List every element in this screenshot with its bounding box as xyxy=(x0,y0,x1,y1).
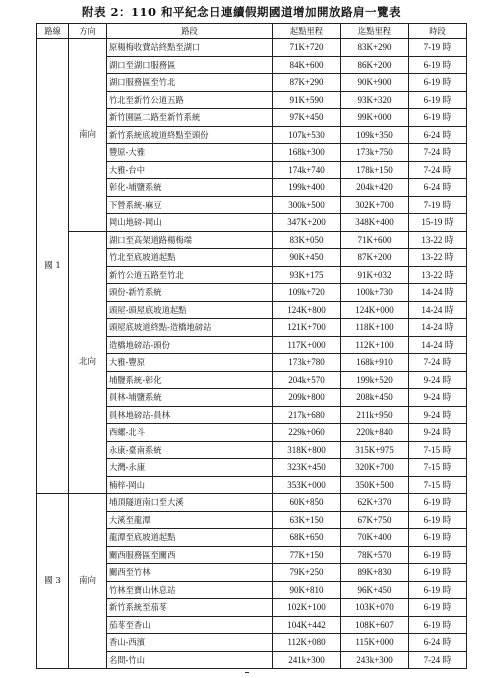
section-cell: 新竹系統底坡道終點至頭份 xyxy=(107,126,273,144)
end-km-cell: 208k+450 xyxy=(341,389,409,407)
start-km-cell: 71K+720 xyxy=(273,39,341,57)
end-km-cell: 100k+730 xyxy=(341,284,409,302)
header-direction: 方向 xyxy=(69,24,107,39)
end-km-cell: 118K+100 xyxy=(341,319,409,337)
end-km-cell: 87K+200 xyxy=(341,249,409,267)
start-km-cell: 93K+175 xyxy=(273,266,341,284)
time-cell: 6-19 時 xyxy=(409,56,467,74)
end-km-cell: 173k+750 xyxy=(341,144,409,162)
direction-cell: 南向 xyxy=(69,39,107,232)
start-km-cell: 353K+000 xyxy=(273,476,341,494)
end-km-cell: 243k+300 xyxy=(341,651,409,669)
section-cell: 埔頂隧道南口至大溪 xyxy=(107,494,273,512)
start-km-cell: 77K+150 xyxy=(273,546,341,564)
start-km-cell: 97K+450 xyxy=(273,109,341,127)
start-km-cell: 174k+740 xyxy=(273,161,341,179)
time-cell: 7-24 時 xyxy=(409,144,467,162)
end-km-cell: 220k+840 xyxy=(341,424,409,442)
time-cell: 6-19 時 xyxy=(409,616,467,634)
section-cell: 竹北至新竹公道五路 xyxy=(107,91,273,109)
end-km-cell: 90K+900 xyxy=(341,74,409,92)
time-cell: 13-22 時 xyxy=(409,249,467,267)
time-cell: 14-24 時 xyxy=(409,284,467,302)
header-time: 時段 xyxy=(409,24,467,39)
start-km-cell: 107k+530 xyxy=(273,126,341,144)
time-cell: 6-19 時 xyxy=(409,511,467,529)
header-row xyxy=(37,24,467,39)
time-cell: 6-24 時 xyxy=(409,126,467,144)
end-km-cell: 99K+000 xyxy=(341,109,409,127)
end-km-cell: 124K+000 xyxy=(341,301,409,319)
time-cell: 6-24 時 xyxy=(409,179,467,197)
start-km-cell: 173k+780 xyxy=(273,354,341,372)
time-cell: 9-24 時 xyxy=(409,424,467,442)
end-km-cell: 93K+320 xyxy=(341,91,409,109)
section-cell: 原楊梅收費站終點至湖口 xyxy=(107,39,273,57)
section-cell: 岡山地磅-岡山 xyxy=(107,214,273,232)
start-km-cell: 347K+200 xyxy=(273,214,341,232)
end-km-cell: 103K+070 xyxy=(341,599,409,617)
start-km-cell: 104K+442 xyxy=(273,616,341,634)
start-km-cell: 124K+800 xyxy=(273,301,341,319)
time-cell: 6-19 時 xyxy=(409,74,467,92)
start-km-cell: 323K+450 xyxy=(273,459,341,477)
end-km-cell: 78K+570 xyxy=(341,546,409,564)
time-cell: 14-24 時 xyxy=(409,336,467,354)
time-cell: 6-19 時 xyxy=(409,564,467,582)
start-km-cell: 79K+250 xyxy=(273,564,341,582)
section-cell: 名間-竹山 xyxy=(107,651,273,669)
time-cell: 7-15 時 xyxy=(409,476,467,494)
end-km-cell: 91K+032 xyxy=(341,266,409,284)
time-cell: 7-15 時 xyxy=(409,441,467,459)
end-km-cell: 348K+400 xyxy=(341,214,409,232)
section-cell: 關西至竹林 xyxy=(107,564,273,582)
start-km-cell: 91K+590 xyxy=(273,91,341,109)
time-cell: 14-24 時 xyxy=(409,319,467,337)
end-km-cell: 350K+500 xyxy=(341,476,409,494)
start-km-cell: 117K+000 xyxy=(273,336,341,354)
time-cell: 7-19 時 xyxy=(409,39,467,57)
start-km-cell: 121K+700 xyxy=(273,319,341,337)
time-cell: 9-24 時 xyxy=(409,371,467,389)
start-km-cell: 199k+400 xyxy=(273,179,341,197)
end-km-cell: 178k+150 xyxy=(341,161,409,179)
section-cell: 下營系統-麻豆 xyxy=(107,196,273,214)
time-cell: 6-19 時 xyxy=(409,494,467,512)
end-km-cell: 315K+975 xyxy=(341,441,409,459)
start-km-cell: 83K+050 xyxy=(273,231,341,249)
page-mark xyxy=(245,672,249,673)
start-km-cell: 90K+450 xyxy=(273,249,341,267)
start-km-cell: 241k+300 xyxy=(273,651,341,669)
time-cell: 6-19 時 xyxy=(409,581,467,599)
table-row xyxy=(37,494,467,512)
section-cell: 西螺-北斗 xyxy=(107,424,273,442)
section-cell: 造橋地磅站-頭份 xyxy=(107,336,273,354)
section-cell: 茄苳至香山 xyxy=(107,616,273,634)
end-km-cell: 67K+750 xyxy=(341,511,409,529)
time-cell: 7-19 時 xyxy=(409,196,467,214)
time-cell: 14-24 時 xyxy=(409,301,467,319)
end-km-cell: 83K+290 xyxy=(341,39,409,57)
section-cell: 員林-埔鹽系統 xyxy=(107,389,273,407)
end-km-cell: 89K+830 xyxy=(341,564,409,582)
time-cell: 6-19 時 xyxy=(409,546,467,564)
start-km-cell: 168k+300 xyxy=(273,144,341,162)
start-km-cell: 318K+800 xyxy=(273,441,341,459)
section-cell: 大雅-台中 xyxy=(107,161,273,179)
header-end: 迄點里程 xyxy=(341,24,409,39)
start-km-cell: 217k+680 xyxy=(273,406,341,424)
section-cell: 湖口至湖口服務區 xyxy=(107,56,273,74)
time-cell: 13-22 時 xyxy=(409,231,467,249)
direction-cell: 南向 xyxy=(69,494,107,669)
time-cell: 6-19 時 xyxy=(409,109,467,127)
section-cell: 彰化-埔鹽系統 xyxy=(107,179,273,197)
start-km-cell: 204k+570 xyxy=(273,371,341,389)
route-cell: 國 3 xyxy=(37,494,69,669)
start-km-cell: 109k+720 xyxy=(273,284,341,302)
end-km-cell: 70K+400 xyxy=(341,529,409,547)
table-title: 附表 2：110 和平紀念日連續假期國道增加開放路肩一覽表 xyxy=(81,5,401,19)
section-cell: 竹林至寶山休息站 xyxy=(107,581,273,599)
end-km-cell: 204k+420 xyxy=(341,179,409,197)
section-cell: 員林地磅站-員林 xyxy=(107,406,273,424)
section-cell: 頭屋-頭屋底坡道起點 xyxy=(107,301,273,319)
time-cell: 6-24 時 xyxy=(409,634,467,652)
shoulder-table xyxy=(36,23,467,669)
section-cell: 頭份-新竹系統 xyxy=(107,284,273,302)
start-km-cell: 84K+600 xyxy=(273,56,341,74)
section-cell: 大雅-豐原 xyxy=(107,354,273,372)
start-km-cell: 209k+800 xyxy=(273,389,341,407)
section-cell: 永康-臺南系統 xyxy=(107,441,273,459)
section-cell: 香山-西濱 xyxy=(107,634,273,652)
time-cell: 7-24 時 xyxy=(409,161,467,179)
section-cell: 埔鹽系統-彰化 xyxy=(107,371,273,389)
section-cell: 大灣-永康 xyxy=(107,459,273,477)
time-cell: 7-24 時 xyxy=(409,354,467,372)
time-cell: 7-24 時 xyxy=(409,651,467,669)
section-cell: 湖口服務區至竹北 xyxy=(107,74,273,92)
end-km-cell: 71K+600 xyxy=(341,231,409,249)
section-cell: 新竹系統至茄苳 xyxy=(107,599,273,617)
section-cell: 豐原-大雅 xyxy=(107,144,273,162)
section-cell: 竹北至底坡道起點 xyxy=(107,249,273,267)
start-km-cell: 112K+080 xyxy=(273,634,341,652)
start-km-cell: 90K+810 xyxy=(273,581,341,599)
start-km-cell: 68K+650 xyxy=(273,529,341,547)
end-km-cell: 62K+370 xyxy=(341,494,409,512)
start-km-cell: 102K+100 xyxy=(273,599,341,617)
table-row xyxy=(37,231,467,249)
section-cell: 新竹公道五路至竹北 xyxy=(107,266,273,284)
end-km-cell: 302K+700 xyxy=(341,196,409,214)
section-cell: 新竹園區二路至新竹系統 xyxy=(107,109,273,127)
start-km-cell: 60K+850 xyxy=(273,494,341,512)
time-cell: 13-22 時 xyxy=(409,266,467,284)
time-cell: 15-19 時 xyxy=(409,214,467,232)
section-cell: 大溪至龍潭 xyxy=(107,511,273,529)
time-cell: 9-24 時 xyxy=(409,406,467,424)
end-km-cell: 320K+700 xyxy=(341,459,409,477)
end-km-cell: 199k+520 xyxy=(341,371,409,389)
direction-cell: 北向 xyxy=(69,231,107,494)
section-cell: 楠梓-岡山 xyxy=(107,476,273,494)
section-cell: 龍潭至底坡道起點 xyxy=(107,529,273,547)
route-cell: 國 1 xyxy=(37,39,69,494)
end-km-cell: 211k+950 xyxy=(341,406,409,424)
section-cell: 關西服務區至關西 xyxy=(107,546,273,564)
section-cell: 湖口至高架道路楊梅端 xyxy=(107,231,273,249)
header-route: 路線 xyxy=(37,24,69,39)
start-km-cell: 63K+150 xyxy=(273,511,341,529)
header-section: 路段 xyxy=(107,24,273,39)
end-km-cell: 168k+910 xyxy=(341,354,409,372)
end-km-cell: 109k+350 xyxy=(341,126,409,144)
header-start: 起點里程 xyxy=(273,24,341,39)
end-km-cell: 96K+450 xyxy=(341,581,409,599)
end-km-cell: 108K+607 xyxy=(341,616,409,634)
end-km-cell: 115K+000 xyxy=(341,634,409,652)
start-km-cell: 229k+060 xyxy=(273,424,341,442)
start-km-cell: 87K+290 xyxy=(273,74,341,92)
time-cell: 6-19 時 xyxy=(409,599,467,617)
table-body xyxy=(37,39,467,669)
section-cell: 頭屋底坡道終點-造橋地磅站 xyxy=(107,319,273,337)
end-km-cell: 86K+200 xyxy=(341,56,409,74)
end-km-cell: 112K+100 xyxy=(341,336,409,354)
table-row xyxy=(37,39,467,57)
time-cell: 9-24 時 xyxy=(409,389,467,407)
time-cell: 7-15 時 xyxy=(409,459,467,477)
time-cell: 6-19 時 xyxy=(409,91,467,109)
start-km-cell: 300k+500 xyxy=(273,196,341,214)
time-cell: 6-19 時 xyxy=(409,529,467,547)
